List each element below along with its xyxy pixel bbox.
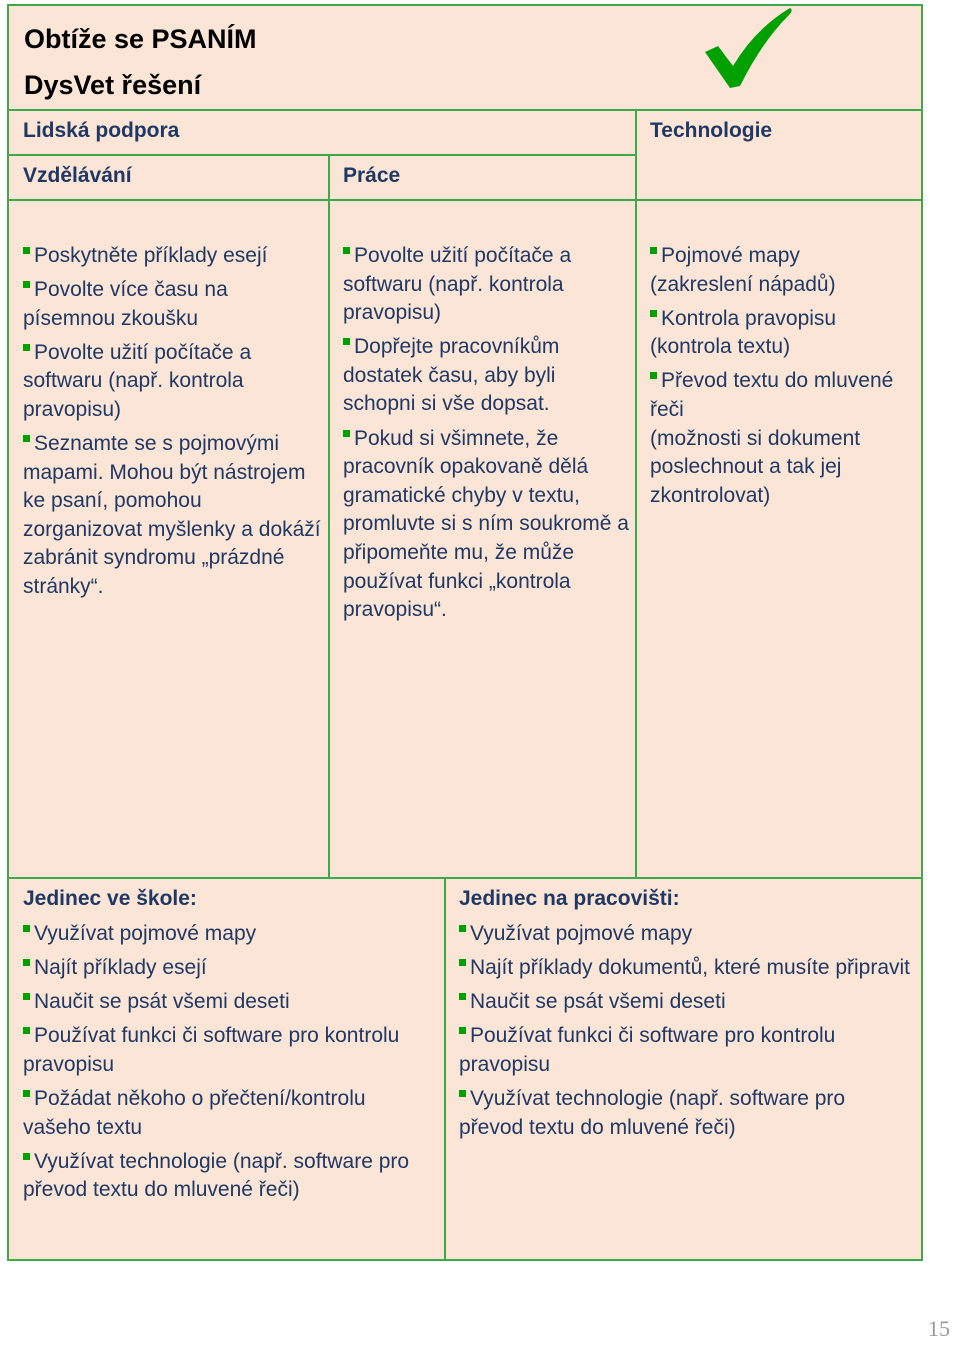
bullet-icon (650, 247, 657, 254)
bullet-icon (459, 925, 466, 932)
list-item: Povolte užití počítače a softwaru (např. kontrola pravopisu) (343, 244, 572, 325)
school-list (23, 920, 438, 1210)
bullet-icon (23, 435, 30, 442)
bullet-icon (23, 344, 30, 351)
list-item: Využívat technologie (např. software pro převod textu do mluvené řeči) (23, 1149, 410, 1202)
list-item: Najít příklady dokumentů, které musíte připravit (459, 954, 914, 983)
list-item: Používat funkci či software pro kontrolu pravopisu (23, 1024, 400, 1076)
bullet-icon (23, 247, 30, 254)
list-item: Povolte užití počítače a softwaru (např. kontrola pravopisu) (23, 340, 252, 421)
list-item: Naučit se psát všemi deseti (459, 988, 914, 1017)
title-line-1: Obtíže se PSANÍM (24, 24, 257, 54)
education-list (23, 242, 323, 607)
bullet-icon (459, 1090, 466, 1097)
page-number: 15 (928, 1316, 950, 1341)
list-item: Požádat někoho o přečtení/kontrolu vašeho textu (23, 1086, 366, 1139)
workplace-list (459, 920, 914, 1148)
bullet-icon (459, 993, 466, 1000)
bullet-icon (650, 310, 657, 317)
work-label: Práce (343, 164, 401, 187)
bullet-icon (343, 430, 350, 437)
list-item: Používat funkci či software pro kontrolu pravopisu (459, 1024, 836, 1076)
list-item-note: (zakreslení nápadů) (650, 272, 836, 296)
bullet-icon (650, 372, 657, 379)
list-item: Kontrola pravopisu (650, 305, 912, 334)
bullet-icon (23, 925, 30, 932)
bullet-icon (23, 1153, 30, 1160)
list-item: Povolte více času na písemnou zkoušku (23, 278, 228, 330)
education-label: Vzdělávání (23, 164, 132, 187)
technology-list (650, 242, 912, 516)
workplace-title: Jedinec na pracovišti: (459, 887, 680, 910)
bullet-icon (23, 959, 30, 966)
list-item: Naučit se psát všemi deseti (23, 988, 438, 1017)
list-item: Poskytněte příklady esejí (23, 242, 323, 271)
list-item: Seznamte se s pojmovými mapami. Mohou být nástrojem ke psaní, pomohou zorganizovat myšlenky a dokáží zabránit syndromu „prázdné stránky“. (23, 432, 321, 599)
bullet-icon (23, 1090, 30, 1097)
bullet-icon (23, 1027, 30, 1034)
page-title (24, 16, 257, 108)
bullet-icon (343, 247, 350, 254)
bullet-icon (459, 1027, 466, 1034)
list-item: Převod textu do mluvené řeči (650, 369, 894, 421)
check-icon (700, 4, 795, 90)
list-item: Využívat pojmové mapy (459, 920, 914, 949)
list-item: Najít příklady esejí (23, 954, 438, 983)
list-item: Využívat pojmové mapy (23, 920, 438, 949)
list-item: Pojmové mapy (650, 242, 912, 271)
list-item-note: (kontrola textu) (650, 335, 791, 359)
work-list (343, 242, 629, 630)
human-support-label: Lidská podpora (23, 119, 180, 142)
technology-label: Technologie (650, 119, 773, 142)
list-item: Dopřejte pracovníkům dostatek času, aby byli schopni si vše dopsat. (343, 335, 560, 416)
title-line-2: DysVet řešení (24, 70, 202, 100)
list-item: Využívat technologie (např. software pro převod textu do mluvené řeči) (459, 1086, 846, 1139)
list-item-note: (možnosti si dokument poslechnout a tak jej zkontrolovat) (650, 426, 861, 507)
bullet-icon (23, 281, 30, 288)
bullet-icon (459, 959, 466, 966)
school-title: Jedinec ve škole: (23, 887, 197, 910)
bullet-icon (23, 993, 30, 1000)
bullet-icon (343, 338, 350, 345)
list-item: Pokud si všimnete, že pracovník opakovaně dělá gramatické chyby v textu, promluvte si s ním soukromě a připomeňte mu, že může používat funkci „kontrola pravopisu“. (343, 426, 629, 622)
